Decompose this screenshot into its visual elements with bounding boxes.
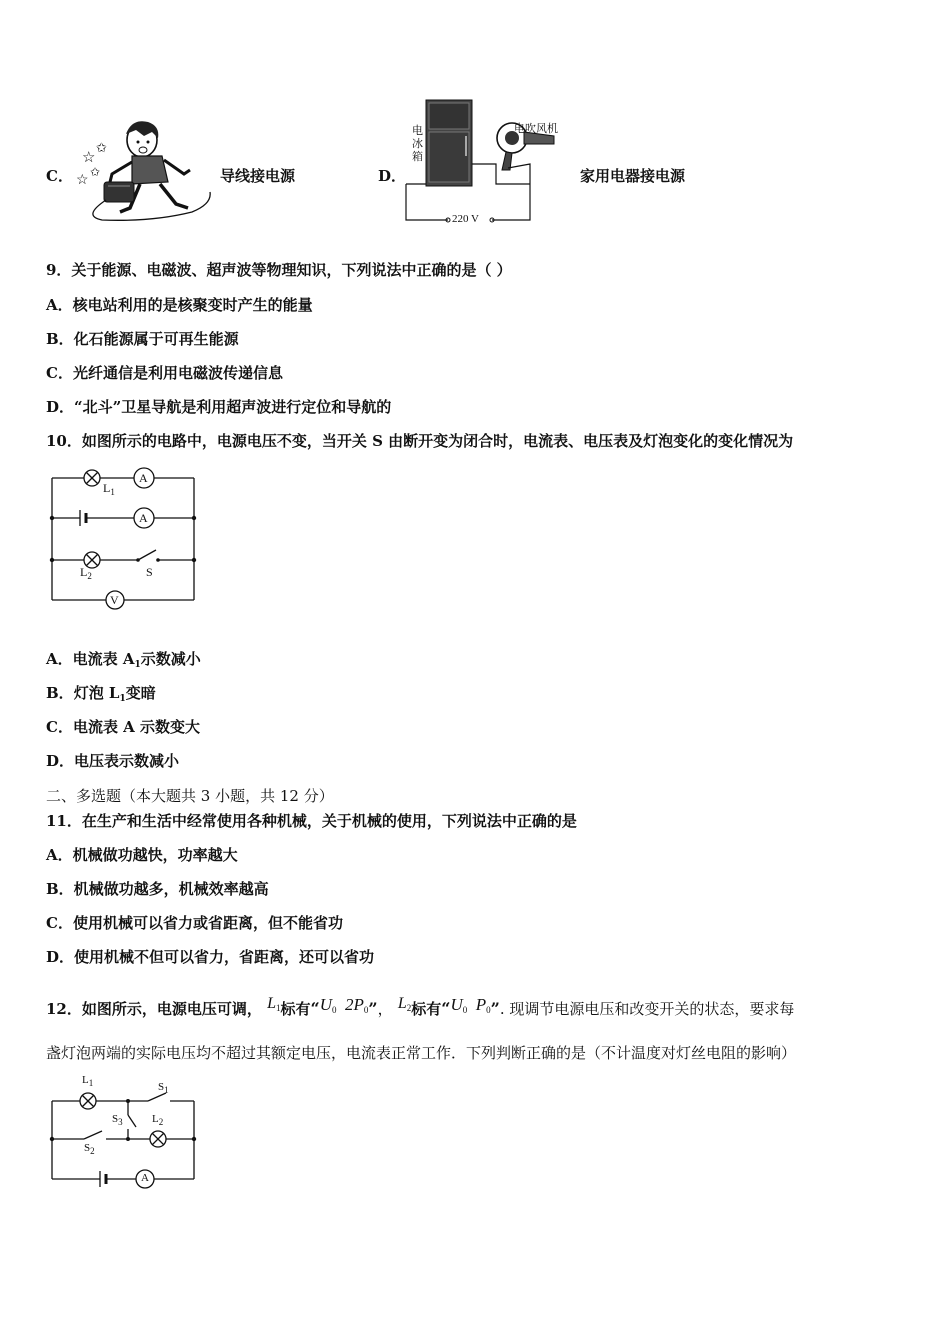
option-c-label: C． <box>46 167 73 185</box>
section-2-heading: 二、多选题（本大题共 3 小题，共 12 分） <box>46 787 334 805</box>
q10-switch-label: S <box>146 565 153 579</box>
q12-l2-label: $L_2$ <box>152 1113 164 1127</box>
q10-ammeter-a-label: A <box>139 511 148 525</box>
q10-l1-label: $L_1$ <box>103 481 115 497</box>
q11-stem: 11．在生产和生活中经常使用各种机械，关于机械的使用，下列说法中正确的是 <box>46 812 577 830</box>
q10-voltmeter-label: V <box>110 593 119 607</box>
q9-option-a: A．核电站利用的是核聚变时产生的能量 <box>46 296 313 314</box>
q9-option-c: C．光纤通信是利用电磁波传递信息 <box>46 364 283 382</box>
q12-circuit-diagram <box>44 1075 204 1195</box>
appliance-circuit-figure <box>402 98 582 228</box>
svg-text:✩: ✩ <box>96 140 107 155</box>
q12-s1-label: $S_1$ <box>158 1081 169 1095</box>
q9-option-d: D．“北斗”卫星导航是利用超声波进行定位和导航的 <box>46 398 392 416</box>
q10-option-b: B．灯泡 $L_1$变暗 <box>46 684 156 704</box>
q11-option-b: B．机械做功越多，机械效率越高 <box>46 880 269 898</box>
hair-dryer-label: 电吹风机 <box>514 122 558 135</box>
q11-option-a: A．机械做功越快，功率越大 <box>46 846 238 864</box>
svg-text:☆: ☆ <box>82 150 96 166</box>
q10-ammeter-a1-label: A <box>139 471 148 485</box>
q12-stem-line1: 12．如图所示，电源电压可调， $L_1$标有“$U_0$ $2P_0$”， $L_2$标有“$U_0$ $P_0$”. 现调节电源电压和改变开关的状态，要求每 <box>46 995 795 1018</box>
q10-l2-label: $L_2$ <box>80 565 92 581</box>
q12-ammeter-label: A <box>141 1172 149 1184</box>
q10-option-a: A．电流表 $A_1$示数减小 <box>46 650 201 670</box>
q12-s3-label: $S_3$ <box>112 1113 123 1127</box>
q10-option-d: D．电压表示数减小 <box>46 752 180 770</box>
q12-l1-label: $L_1$ <box>82 1074 94 1088</box>
svg-text:✩: ✩ <box>90 165 101 179</box>
q9-stem: 9．关于能源、电磁波、超声波等物理知识，下列说法中正确的是（ ） <box>46 261 512 279</box>
q11-option-c: C．使用机械可以省力或省距离，但不能省功 <box>46 914 343 932</box>
q10-option-c: C．电流表 A 示数变大 <box>46 718 201 736</box>
q10-circuit-diagram <box>44 462 204 612</box>
option-d-label: D． <box>378 167 407 185</box>
q9-option-b: B．化石能源属于可再生能源 <box>46 330 239 348</box>
fridge-label: 电冰箱 <box>412 124 423 163</box>
child-touching-wire-illustration <box>72 112 217 224</box>
q10-stem: 10．如图所示的电路中，电源电压不变，当开关 S 由断开变为闭合时，电流表、电压表及灯泡变化的变化情况为 <box>46 432 794 450</box>
voltage-label: 220 V <box>452 213 479 225</box>
svg-text:☆: ☆ <box>76 173 89 188</box>
q12-s2-label: $S_2$ <box>84 1142 95 1156</box>
q11-option-d: D．使用机械不但可以省力，省距离，还可以省功 <box>46 948 375 966</box>
option-d-text: 家用电器接电源 <box>580 167 686 185</box>
option-c-text: 导线接电源 <box>220 167 296 185</box>
q12-stem-line2: 盏灯泡两端的实际电压均不超过其额定电压，电流表正常工作．下列判断正确的是（不计温度对灯丝电阻的影响） <box>46 1044 797 1062</box>
